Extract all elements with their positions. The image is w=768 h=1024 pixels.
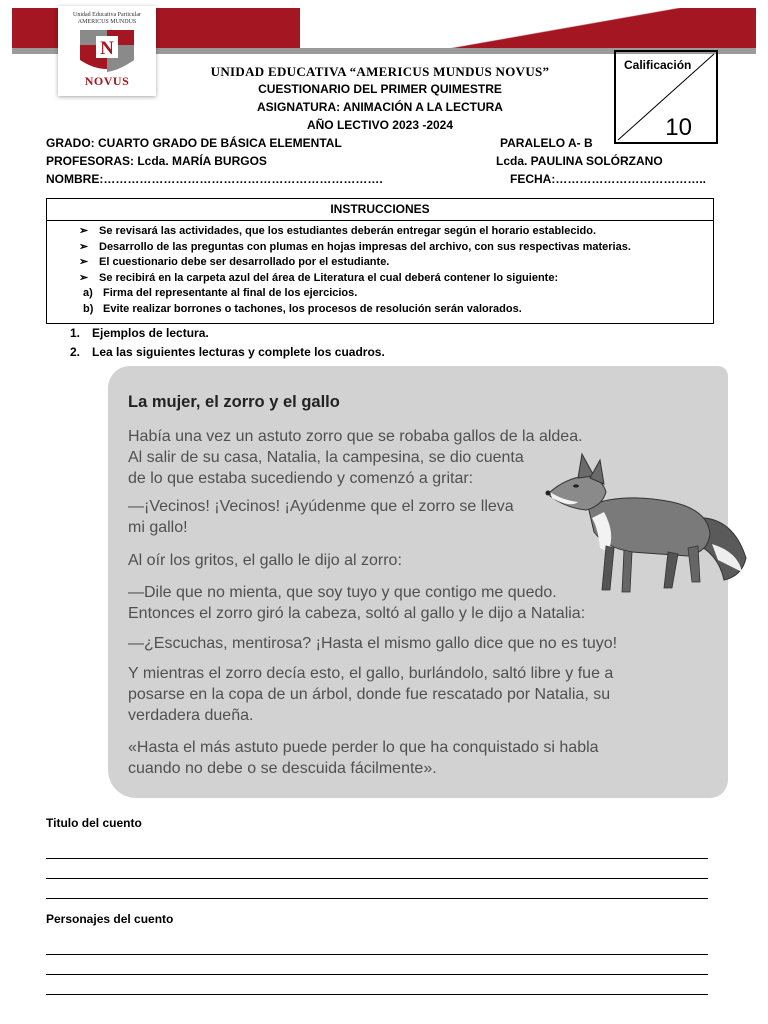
logo-word: NOVUS — [84, 74, 130, 88]
arrow-bullet-icon: ➢ — [79, 271, 89, 284]
arrow-bullet-icon: ➢ — [79, 240, 89, 253]
numbered-item: 1. Ejemplos de lectura. — [70, 326, 209, 340]
parallel-info: PARALELO A- B — [500, 136, 593, 150]
arrow-bullet-icon: ➢ — [79, 225, 89, 237]
exam-title: CUESTIONARIO DEL PRIMER QUIMESTRE — [258, 82, 502, 96]
answer-line[interactable] — [46, 954, 708, 955]
answer-line[interactable] — [46, 974, 708, 975]
school-logo — [58, 6, 156, 96]
answer-line[interactable] — [46, 858, 708, 859]
story-paragraph: —¿Escuchas, mentirosa? ¡Hasta el mismo gallo dice que no es tuyo! — [128, 635, 618, 652]
instruction-item: ➢ Se revisará las actividades, que los estudiantes deberán entregar según el horario establecido. — [79, 224, 713, 240]
instructions-list — [47, 221, 713, 286]
name-field: NOMBRE:……………………………………………………………. — [46, 172, 383, 186]
instructions-box — [46, 198, 714, 324]
instructions-title: INSTRUCCIONES — [47, 199, 713, 221]
school-name: UNIDAD EDUCATIVA “AMERICUS MUNDUS NOVUS” — [210, 64, 550, 79]
story-paragraph: «Hasta el más astuto puede perder lo que ha conquistado si habla cuando no debe o se descuida fácilmente». — [128, 739, 599, 777]
grade-label: Calificación — [624, 58, 692, 72]
instruction-subitem: a) Firma del representante al final de los ejercicios. — [83, 287, 358, 300]
logo-letter: N — [100, 38, 114, 59]
teacher-2-info: Lcda. PAULINA SOLÓRZANO — [496, 154, 663, 168]
story-title: La mujer, el zorro y el gallo — [128, 393, 340, 411]
instruction-subitem: b) Evite realizar borrones o tachones, los procesos de resolución serán valorados. — [83, 302, 522, 315]
answer-line[interactable] — [46, 878, 708, 879]
teachers-info: PROFESORAS: Lcda. MARÍA BURGOS — [46, 154, 267, 168]
fox-illustration — [542, 448, 748, 598]
header-band-highlight — [300, 8, 756, 48]
story-paragraph: Había una vez un astuto zorro que se robaba gallos de la aldea. Al salir de su casa, Natalia, la campesina, se dio cuenta de lo que estaba sucediendo y comenzó a gritar: — [128, 428, 583, 487]
grade-box — [614, 50, 718, 144]
story-paragraph: Y mientras el zorro decía esto, el gallo, burlándolo, saltó libre y fue a posarse en la copa de un árbol, donde fue rescatado por Natalia, su verdadera dueña. — [128, 665, 614, 724]
characters-label: Personajes del cuento — [46, 912, 174, 926]
school-year-line: AÑO LECTIVO 2023 -2024 — [306, 118, 454, 132]
instruction-item: ➢ Se recibirá en la carpeta azul del área de Literatura el cual deberá contener lo siguiente: — [79, 271, 713, 287]
grade-value: 10 — [665, 114, 692, 141]
grade-info: GRADO: CUARTO GRADO DE BÁSICA ELEMENTAL — [46, 136, 342, 150]
story-title-label: Titulo del cuento — [46, 816, 142, 830]
answer-line[interactable] — [46, 898, 708, 899]
instruction-item: ➢ El cuestionario debe ser desarrollado por el estudiante. — [79, 255, 713, 271]
story-paragraph: Al oír los gritos, el gallo le dijo al zorro: — [128, 552, 402, 569]
instruction-item: ➢ Desarrollo de las preguntas con plumas en hojas impresas del archivo, con sus respectivas materias. — [79, 240, 713, 256]
story-paragraph: —Dile que no mienta, que soy tuyo y que contigo me quedo. Entonces el zorro giró la cabeza, soltó al gallo y le dijo a Natalia: — [128, 584, 586, 622]
date-field: FECHA:……………………………….. — [510, 172, 706, 186]
numbered-item: 2. Lea las siguientes lecturas y complete los cuadros. — [70, 345, 385, 359]
arrow-bullet-icon: ➢ — [79, 256, 89, 269]
logo-top-text: Unidad Educativa Particular AMERICUS MUNDUS — [73, 12, 141, 25]
answer-line[interactable] — [46, 994, 708, 995]
story-paragraph: —¡Vecinos! ¡Vecinos! ¡Ayúdenme que el zorro se lleva mi gallo! — [128, 498, 514, 536]
subject-line: ASIGNATURA: ANIMACIÓN A LA LECTURA — [257, 100, 503, 114]
